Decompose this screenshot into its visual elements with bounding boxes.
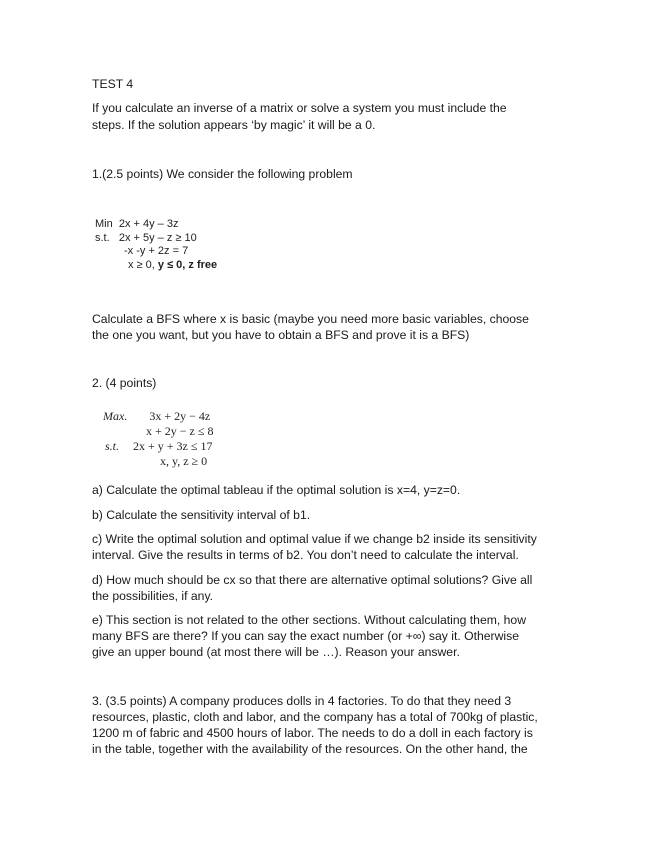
q3-text-line-2: resources, plastic, cloth and labor, and the company has a total of 700kg of plastic, xyxy=(92,710,538,724)
q2-constraint-1: x + 2y − z ≤ 8 xyxy=(146,424,214,438)
q2-max-label: Max. xyxy=(103,409,128,423)
q2-part-c-line-1: c) Write the optimal solution and optimal value if we change b2 inside its sensitivity xyxy=(92,532,537,546)
q2-part-a: a) Calculate the optimal tableau if the optimal solution is x=4, y=z=0. xyxy=(92,483,461,497)
q2-part-e-line-1: e) This section is not related to the other sections. Without calculating them, how xyxy=(92,613,527,627)
q2-objective: 3x + 2y − 4z xyxy=(149,409,211,423)
page-title: TEST 4 xyxy=(92,77,134,91)
q1-sign-yz: y ≤ 0, z free xyxy=(157,258,218,271)
intro-line-2: steps. If the solution appears ‘by magic’ it will be a 0. xyxy=(92,118,376,132)
q1-st-label: s.t. xyxy=(95,231,110,244)
q2-part-b: b) Calculate the sensitivity interval of b1. xyxy=(92,508,311,522)
q2-objective-row xyxy=(103,409,213,424)
q2-st-label: s.t. xyxy=(105,439,120,453)
q1-text-line-2: the one you want, but you have to obtain a BFS and prove it is a BFS) xyxy=(92,328,470,342)
q2-sign-constraints: x, y, z ≥ 0 xyxy=(160,454,208,468)
q1-constraint-2: -x -y + 2z = 7 xyxy=(124,245,189,257)
q1-min-label: Min xyxy=(95,218,113,230)
q1-objective-row xyxy=(95,218,217,232)
q1-linear-program xyxy=(95,218,217,272)
q2-linear-program xyxy=(103,409,213,469)
q1-heading: 1.(2.5 points) We consider the following problem xyxy=(92,167,353,181)
q1-sign-x: x ≥ 0, xyxy=(128,258,158,271)
q1-sign-constraints xyxy=(95,259,217,273)
q2-heading: 2. (4 points) xyxy=(92,376,157,390)
intro-line-1: If you calculate an inverse of a matrix or solve a system you must include the xyxy=(92,101,507,115)
q1-constraint-1-row xyxy=(95,232,217,246)
q3-text-line-1: 3. (3.5 points) A company produces dolls in 4 factories. To do that they need 3 xyxy=(92,694,512,708)
q3-text-line-3: 1200 m of fabric and 4500 hours of labor. The needs to do a doll in each factory is xyxy=(92,726,533,740)
q1-constraint-1: 2x + 5y – z ≥ 10 xyxy=(118,231,197,244)
q2-part-e-line-3: give an upper bound (at most there will be …). Reason your answer. xyxy=(92,645,460,659)
q3-text-line-4: in the table, together with the availability of the resources. On the other hand, the xyxy=(92,742,528,756)
q1-objective: 2x + 4y – 3z xyxy=(118,218,179,230)
q2-part-d-line-2: the possibilities, if any. xyxy=(92,589,214,603)
q2-part-c-line-2: interval. Give the results in terms of b2. You don’t need to calculate the interval. xyxy=(92,548,519,562)
q2-constraint-2-row xyxy=(103,439,213,454)
q2-part-e-line-2: many BFS are there? If you can say the exact number (or +∞) say it. Otherwise xyxy=(92,629,519,643)
q1-text-line-1: Calculate a BFS where x is basic (maybe you need more basic variables, choose xyxy=(92,312,529,326)
q2-part-d-line-1: d) How much should be cx so that there are alternative optimal solutions? Give all xyxy=(92,573,533,587)
q2-constraint-2: 2x + y + 3z ≤ 17 xyxy=(133,439,213,453)
